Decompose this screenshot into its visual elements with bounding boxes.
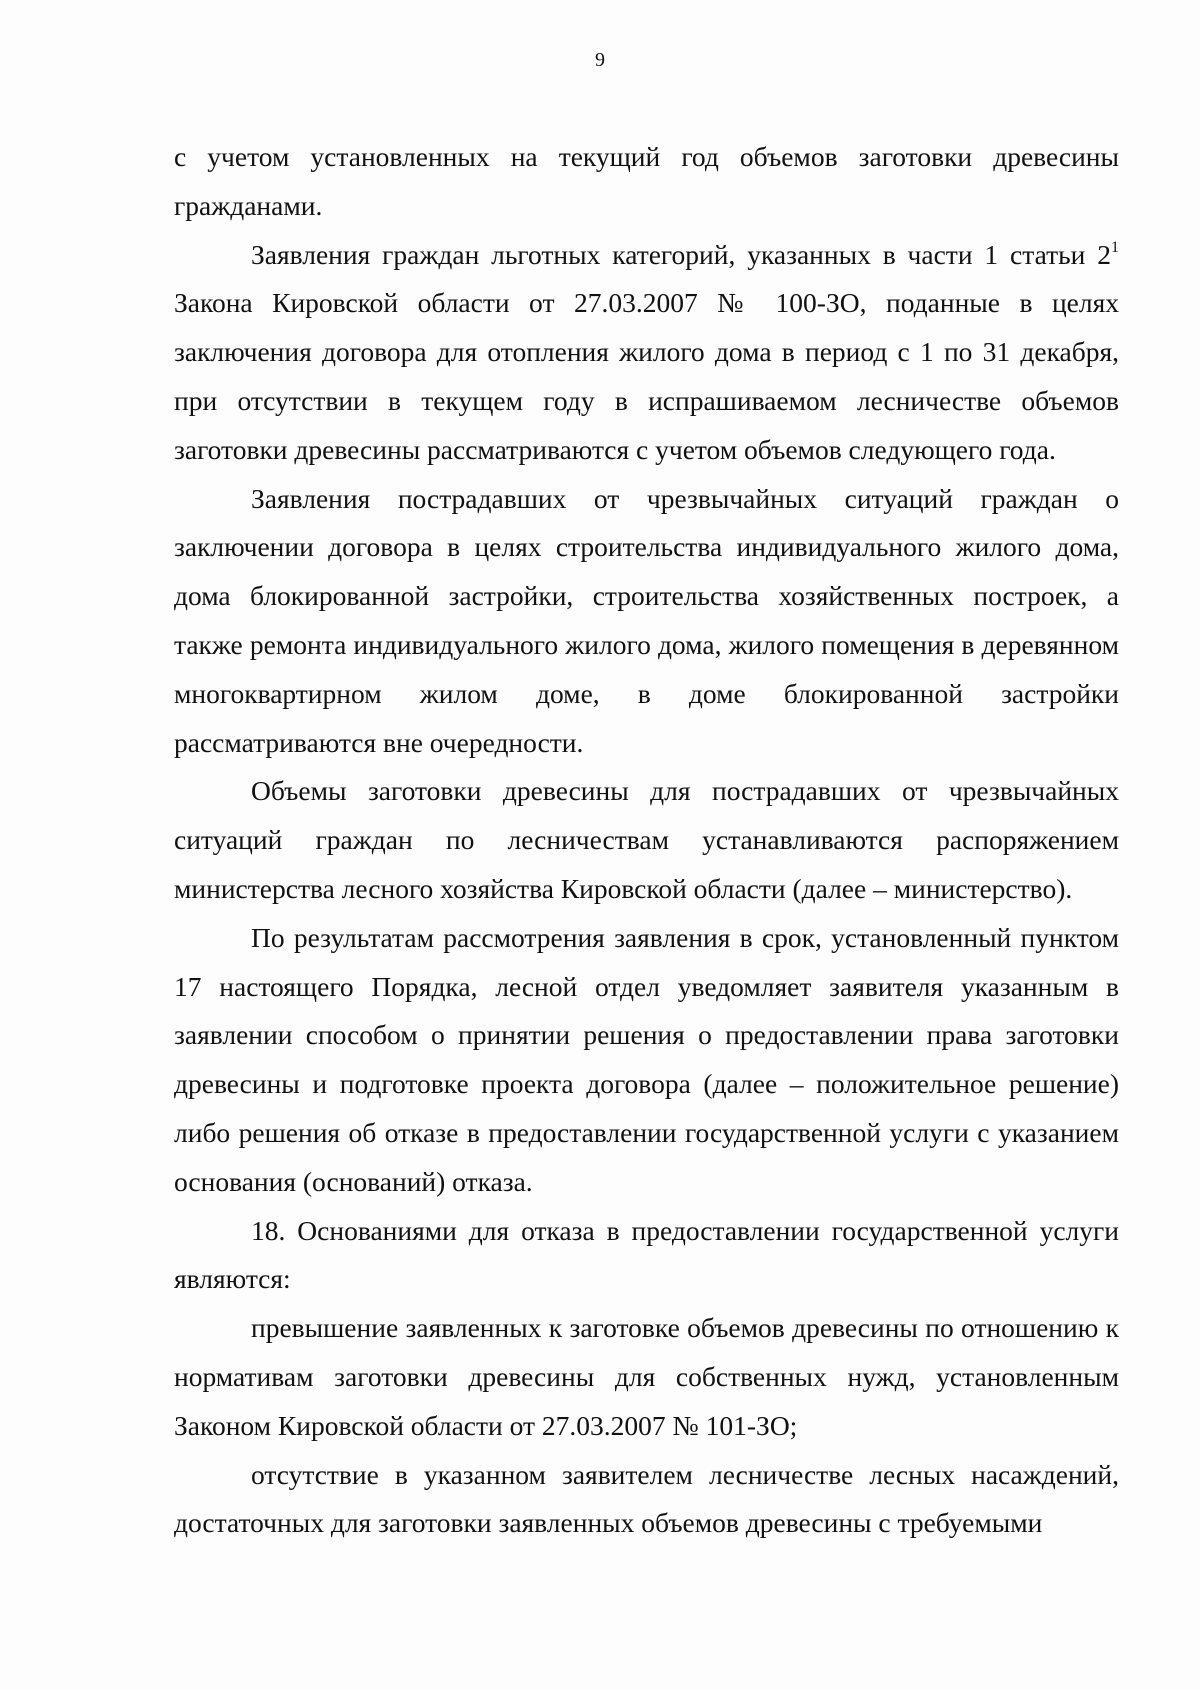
paragraph-7: превышение заявленных к заготовке объемов древесины по отношению к нормативам заготовки древесины для собственных нужд, установленным Законом Кировской области от 27.03.2007 № 101-ЗО; [174,1312,1119,1441]
paragraph-2-text-end: Закона Кировской области от 27.03.2007 № 100-ЗО, поданные в целях заключения договора для отопления жилого дома в период с 1 по 31 декабря, при отсутствии в текущем году в испрашиваемом лесничестве объемов заготовки древесины рассматриваются с учетом объемов следующего года. [174,287,1119,465]
paragraph-2-text-start: Заявления граждан льготных категорий, указанных в части 1 статьи 2 [251,238,1111,270]
page-number: 9 [595,49,605,71]
paragraph-5: По результатам рассмотрения заявления в срок, установленный пунктом 17 настоящего Порядка, лесной отдел уведомляет заявителя указанным в заявлении способом о принятии решения о предоставлении права заготовки древесины и подготовке проекта договора (далее – положительное решение) либо решения об отказе в предоставлении государственной услуги с указанием основания (оснований) отказа. [174,921,1119,1197]
superscript-article-number: 1 [1111,238,1119,256]
paragraph-3: Заявления пострадавших от чрезвычайных ситуаций граждан о заключении договора в целях строительства индивидуального жилого дома, дома блокированной застройки, строительства хозяйственных построек, а также ремонта индивидуального жилого дома, жилого помещения в деревянном многоквартирном жилом доме, в доме блокированной застройки рассматриваются вне очередности. [174,482,1119,758]
paragraph-4: Объемы заготовки древесины для пострадавших от чрезвычайных ситуаций граждан по лесничествам устанавливаются распоряжением министерства лесного хозяйства Кировской области (далее – министерство). [174,775,1119,904]
paragraph-2 [174,231,1119,475]
paragraph-1: с учетом установленных на текущий год объемов заготовки древесины гражданами. [174,141,1119,221]
paragraph-8: отсутствие в указанном заявителем лесничестве лесных насаждений, достаточных для заготовки заявленных объемов древесины с требуемыми [174,1458,1119,1539]
paragraph-6: 18. Основаниями для отказа в предоставлении государственной услуги являются: [174,1214,1119,1295]
document-body [174,133,1119,1548]
